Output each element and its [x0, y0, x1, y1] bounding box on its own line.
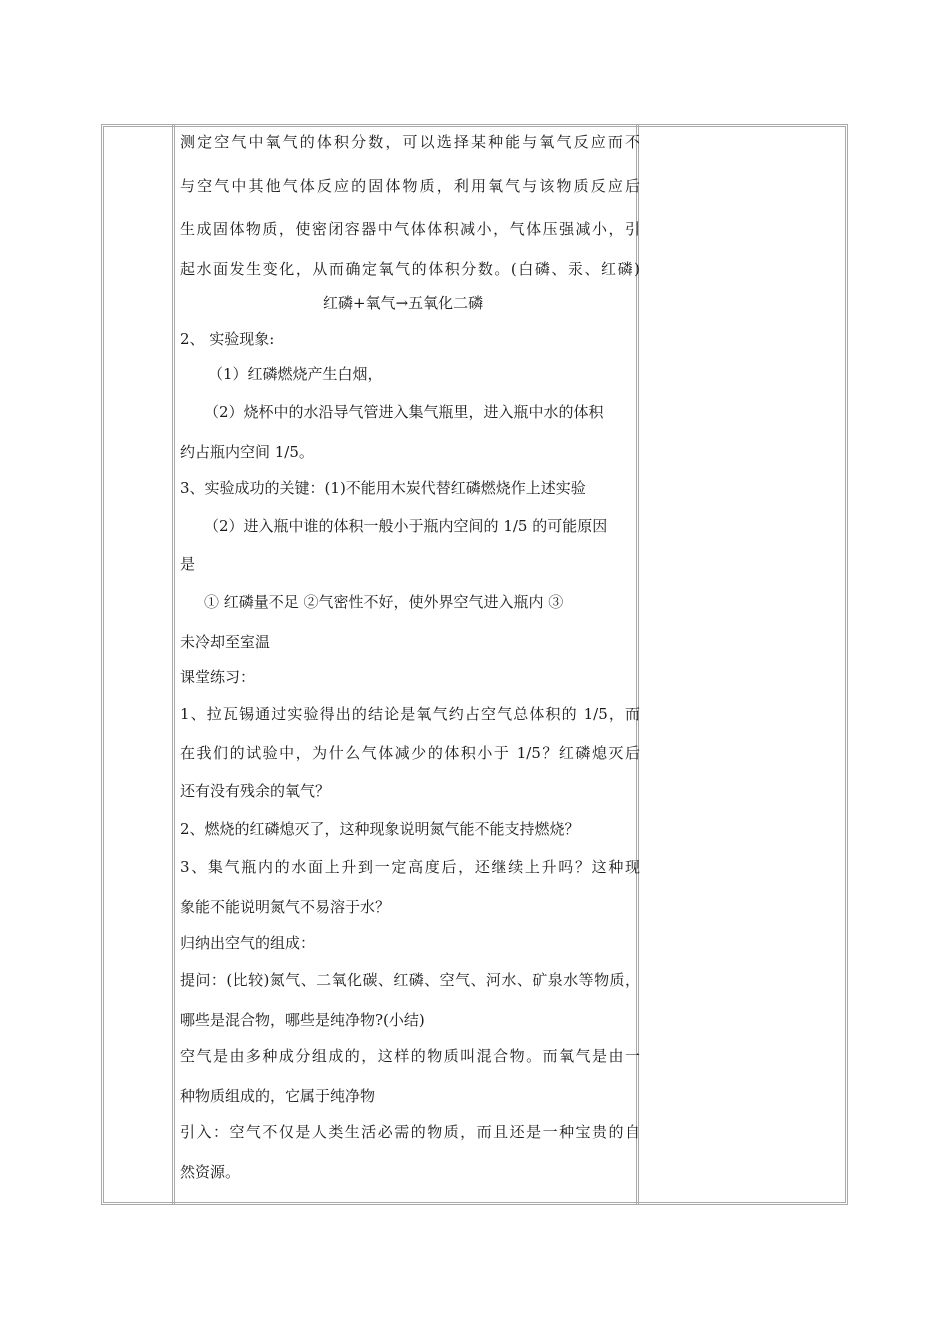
text-line: 3、实验成功的关键：(1)不能用木炭代替红磷燃烧作上述实验	[180, 479, 586, 497]
text-line: 起水面发生变化，从而确定氧气的体积分数。(白磷、汞、红磷)	[180, 260, 640, 278]
text-line: 测定空气中氧气的体积分数，可以选择某种能与氧气反应而不	[180, 133, 640, 151]
text-line: 2、 实验现象:	[180, 330, 275, 348]
text-line: 种物质组成的，它属于纯净物	[180, 1087, 376, 1105]
text-line: （2）烧杯中的水沿导气管进入集气瓶里，进入瓶中水的体积	[204, 403, 604, 421]
text-line: 归纳出空气的组成：	[180, 934, 316, 952]
text-line: 与空气中其他气体反应的固体物质，利用氧气与该物质反应后	[180, 177, 640, 195]
text-line: 1、拉瓦锡通过实验得出的结论是氧气约占空气总体积的 1/5，而	[180, 705, 640, 723]
text-line: 然资源。	[180, 1163, 241, 1181]
text-line: 生成固体物质，使密闭容器中气体体积减小，气体压强减小，引	[180, 220, 640, 238]
text-line: 约占瓶内空间 1/5。	[180, 443, 314, 461]
table-frame	[101, 124, 848, 1205]
text-line: 3、集气瓶内的水面上升到一定高度后，还继续上升吗？这种现	[180, 858, 640, 876]
column-divider-right	[636, 124, 639, 1205]
text-line: 课堂练习：	[180, 668, 256, 686]
text-line: 引入：空气不仅是人类生活必需的物质，而且还是一种宝贵的自	[180, 1123, 640, 1141]
text-line: 空气是由多种成分组成的，这样的物质叫混合物。而氧气是由一	[180, 1047, 640, 1065]
text-line: 还有没有残余的氧气？	[180, 782, 331, 800]
text-line: 未冷却至室温	[180, 633, 271, 651]
text-line: 在我们的试验中，为什么气体减少的体积小于 1/5？红磷熄灭后	[180, 744, 640, 762]
text-line: 是	[180, 555, 196, 573]
text-line: 哪些是混合物，哪些是纯净物?(小结)	[180, 1011, 425, 1029]
text-line: （2）进入瓶中谁的体积一般小于瓶内空间的 1/5 的可能原因	[204, 517, 608, 535]
column-divider-left	[172, 124, 175, 1205]
text-line: （1）红磷燃烧产生白烟，	[208, 365, 383, 383]
text-line: 象能不能说明氮气不易溶于水？	[180, 898, 391, 916]
text-line: 红磷+氧气→五氧化二磷	[323, 294, 484, 312]
text-line: 2、燃烧的红磷熄灭了，这种现象说明氮气能不能支持燃烧？	[180, 820, 580, 838]
text-line: 提问：(比较)氮气、二氧化碳、红磷、空气、河水、矿泉水等物质，	[180, 971, 640, 989]
text-line: ① 红磷量不足 ②气密性不好，使外界空气进入瓶内 ③	[204, 593, 564, 611]
